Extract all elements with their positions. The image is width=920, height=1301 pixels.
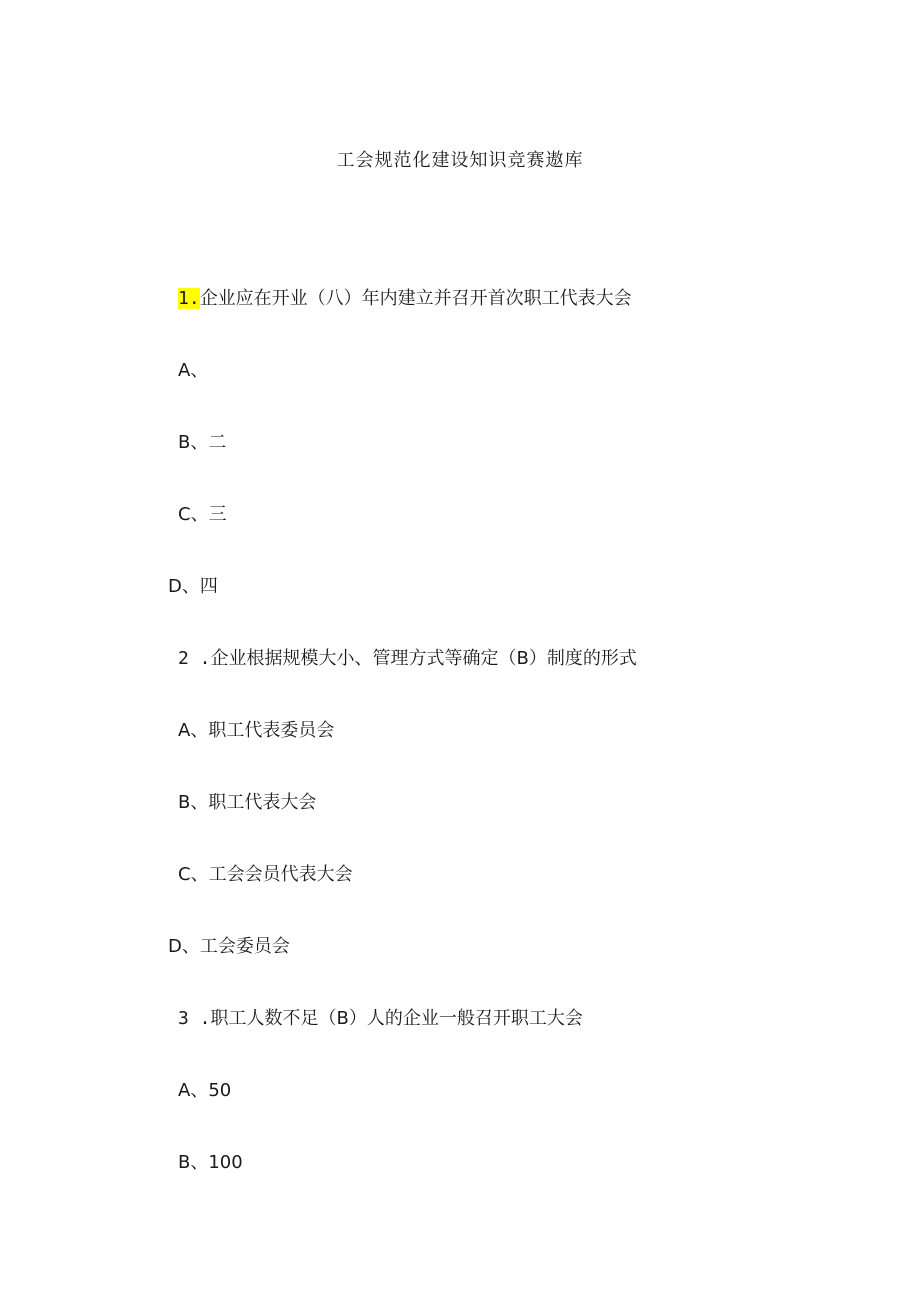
question-1 xyxy=(178,286,632,312)
question-3-text: 职工人数不足（B）人的企业一般召开职工大会 xyxy=(210,1008,583,1029)
question-1-option-b: B、二 xyxy=(178,432,227,453)
question-2-option-b: B、职工代表大会 xyxy=(178,792,317,813)
question-2-text: 企业根据规模大小、管理方式等确定（B）制度的形式 xyxy=(210,648,637,669)
question-3-option-b: B、100 xyxy=(178,1152,243,1173)
question-1-option-a: A、 xyxy=(178,360,209,381)
question-1-option-c: C、三 xyxy=(178,504,227,525)
page-title: 工会规范化建设知识竞赛遨库 xyxy=(336,150,584,171)
question-2-option-a: A、职工代表委员会 xyxy=(178,720,335,741)
question-3 xyxy=(178,1006,583,1032)
question-1-text: 企业应在开业（八）年内建立并召开首次职工代表大会 xyxy=(199,288,632,309)
question-2-option-c: C、工会会员代表大会 xyxy=(178,864,353,885)
question-2-number: 2 . xyxy=(178,648,211,669)
question-2 xyxy=(178,646,637,672)
question-1-option-d: D、四 xyxy=(168,576,218,597)
question-3-number: 3 . xyxy=(178,1008,211,1029)
question-2-option-d: D、工会委员会 xyxy=(168,936,290,957)
question-1-number: 1. xyxy=(178,288,200,309)
question-3-option-a: A、50 xyxy=(178,1080,232,1101)
